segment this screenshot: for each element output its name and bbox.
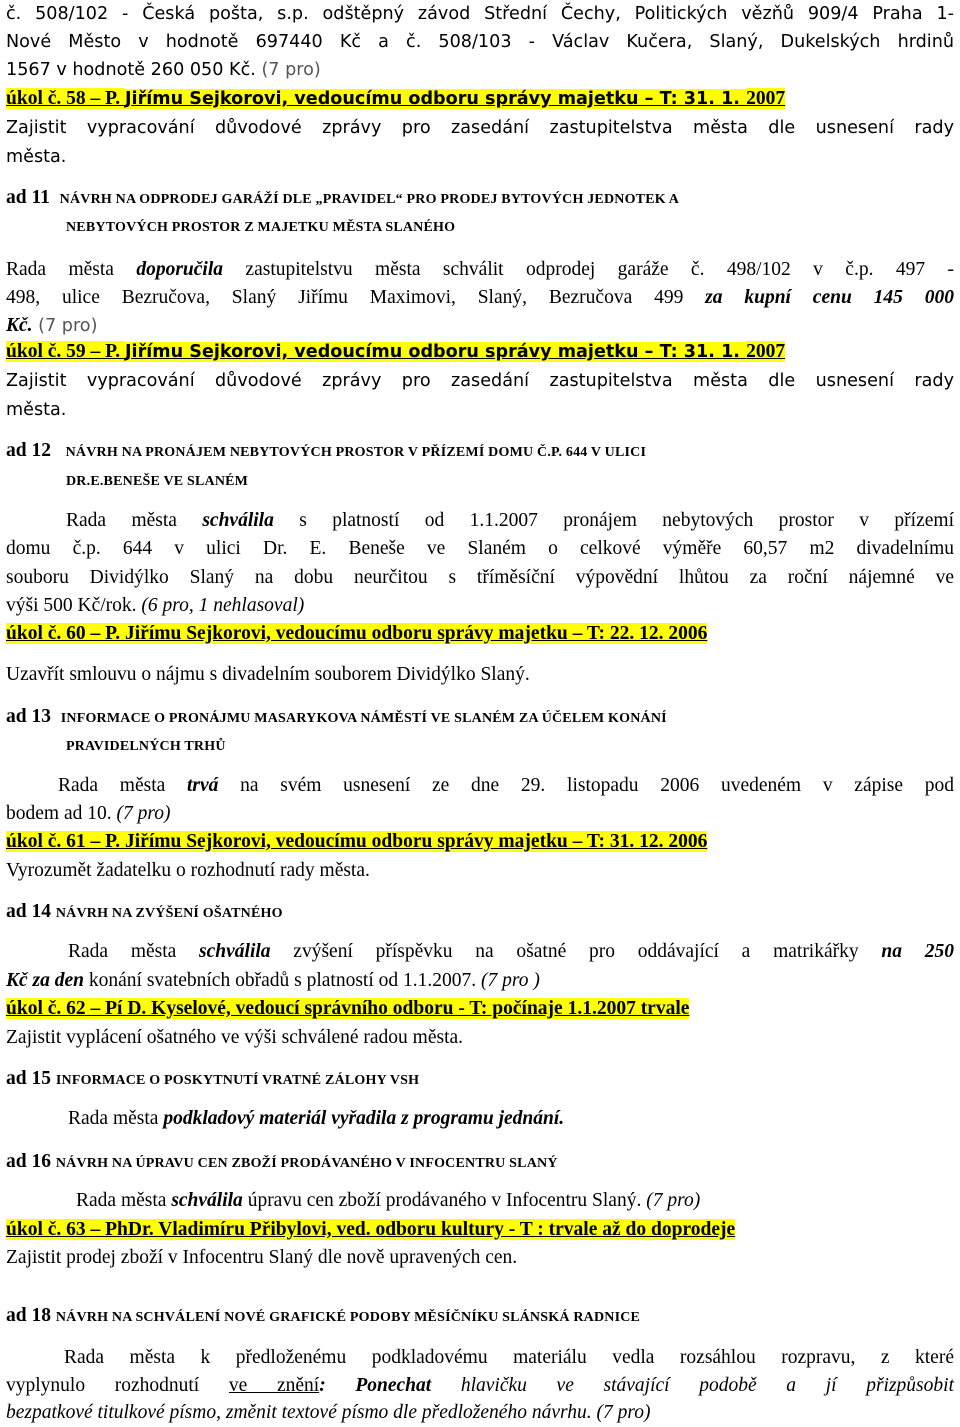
text: 498, ulice Bezručova, Slaný Jiřímu Maximovi, Slaný, Bezručova 499: [6, 287, 706, 308]
section-number: ad 18: [6, 1305, 51, 1326]
section-title: NÁVRH NA PRONÁJEM NEBYTOVÝCH PROSTOR V PŘÍZEMÍ DOMU Č.P. 644 V ULICI: [65, 445, 647, 460]
task-61: [6, 829, 954, 855]
text: města.: [6, 147, 67, 167]
section-number: ad 16: [6, 1151, 51, 1172]
text: ve znění: [228, 1375, 320, 1396]
section-title: NÁVRH NA ZVÝŠENÍ OŠATNÉHO: [55, 906, 283, 921]
text: Rada města: [58, 775, 187, 796]
vote-count: (7 pro): [641, 1190, 701, 1211]
task-60: [6, 621, 954, 647]
section-title: NÁVRH NA ODPRODEJ GARÁŽÍ DLE „PRAVIDEL“ PRO PRODEJ BYTOVÝCH JEDNOTEK A: [59, 192, 680, 207]
amount-unit: Kč za den: [6, 970, 84, 991]
text: Vyrozumět žadatelku o rozhodnutí rady města.: [6, 860, 370, 881]
text: 1567 v hodnotě 260 050 Kč.: [6, 60, 256, 80]
text: vyplynulo rozhodnutí: [6, 1375, 229, 1396]
task-59-desc: [6, 368, 954, 394]
text: města.: [6, 400, 67, 420]
price: za kupní cenu 145 000: [705, 287, 954, 308]
ad12-heading: [6, 438, 954, 466]
text: č. 508/102 - Česká pošta, s.p. odštěpný závod Střední Čechy, Politických vězňů 909/4 Praha 1-: [6, 4, 954, 24]
resolution-verb: schválila: [171, 1190, 243, 1211]
resolution-verb: schválila: [202, 510, 274, 531]
resolution-verb: trvá: [187, 775, 219, 796]
section-title: INFORMACE O POSKYTNUTÍ VRATNÉ ZÁLOHY VSH: [55, 1073, 420, 1088]
ad15-heading: [6, 1066, 954, 1094]
text: Uzavřít smlouvu o nájmu s divadelním souborem Dividýlko Slaný.: [6, 664, 530, 685]
ad14-para-1: [68, 939, 954, 965]
section-number: ad 14: [6, 901, 51, 922]
task-60-label: úkol č. 60 – P. Jiřímu Sejkorovi, vedoucímu odboru správy majetku – T: 22. 12. 2006: [6, 623, 708, 644]
text: na svém usnesení ze dne 29. listopadu 2006 uvedeném v zápise pod: [218, 775, 954, 796]
text: Rada města: [68, 1108, 164, 1129]
vote-count: (6 pro, 1 nehlasoval): [136, 595, 305, 616]
task-58-assignee: Jiřímu Sejkorovi, vedoucímu odboru správy majetku – T: 31. 1.: [125, 89, 747, 109]
text: :: [319, 1375, 356, 1396]
section-number: ad 15: [6, 1068, 51, 1089]
task-59-assignee: Jiřímu Sejkorovi, vedoucímu odboru správy majetku – T: 31. 1.: [125, 342, 747, 362]
intro-line-3: [6, 57, 954, 83]
text: Rada města: [76, 1190, 172, 1211]
section-title: PRAVIDELNÝCH TRHŮ: [66, 739, 226, 754]
ad14-para-2: [6, 968, 954, 994]
vote-count: (7 pro): [261, 60, 321, 80]
task-59-prefix: úkol č. 59 – P.: [6, 341, 126, 362]
price-unit: Kč.: [6, 315, 33, 336]
text: bodem ad 10.: [6, 803, 112, 824]
task-58-desc: [6, 115, 954, 141]
resolution-verb: schválila: [199, 941, 271, 962]
text: Zajistit vyplácení ošatného ve výši schválené radou města.: [6, 1027, 464, 1048]
ad18-para-2: [6, 1373, 954, 1399]
ad16-para-1: [76, 1188, 954, 1214]
section-title: INFORMACE O PRONÁJMU MASARYKOVA NÁMĚSTÍ VE SLANÉM ZA ÚČELEM KONÁNÍ: [60, 711, 667, 726]
ad12-para-2: [6, 536, 954, 562]
vote-count: (7 pro): [32, 316, 98, 336]
ad18-heading: [6, 1303, 954, 1331]
task-58-desc-2: [6, 144, 954, 170]
ad18-para-1: [64, 1345, 954, 1371]
text: Zajistit vypracování důvodové zprávy pro zasedání zastupitelstva města dle usnesení rady: [6, 371, 954, 391]
text: Rada města: [68, 941, 200, 962]
task-63: [6, 1217, 954, 1243]
text: Zajistit vypracování důvodové zprávy pro zasedání zastupitelstva města dle usnesení rady: [6, 118, 954, 138]
ad11-heading: [6, 185, 954, 213]
section-title: NEBYTOVÝCH PROSTOR Z MAJETKU MĚSTA SLANÉHO: [66, 220, 456, 235]
text: Rada města: [6, 259, 137, 280]
task-59-desc-2: [6, 397, 954, 423]
text: Rada města: [66, 510, 203, 531]
ad12-para-4: [6, 593, 954, 619]
task-59: [6, 339, 954, 365]
section-title: NÁVRH NA SCHVÁLENÍ NOVÉ GRAFICKÉ PODOBY MĚSÍČNÍKU SLÁNSKÁ RADNICE: [55, 1310, 641, 1325]
intro-line-1: [6, 1, 954, 27]
ad11-para-3: [6, 313, 954, 339]
task-59-year: 2007: [746, 341, 786, 362]
section-title: NÁVRH NA ÚPRAVU CEN ZBOŽÍ PRODÁVANÉHO V INFOCENTRU SLANÝ: [55, 1156, 558, 1171]
text: s platností od 1.1.2007 pronájem nebytových prostor v přízemí: [273, 510, 954, 531]
text: úpravu cen zboží prodávaného v Infocentru Slaný.: [242, 1190, 642, 1211]
text: zastupitelstvu města schválit odprodej garáže č. 498/102 v č.p. 497 -: [223, 259, 954, 280]
task-58-year: 2007: [746, 88, 786, 109]
ad13-para-1: [58, 773, 954, 799]
resolution-verb: doporučila: [136, 259, 224, 280]
task-58-prefix: úkol č. 58 – P.: [6, 88, 126, 109]
task-62-label: úkol č. 62 – Pí D. Kyselové, vedoucí správního odboru - T: počínaje 1.1.2007 trvale: [6, 998, 690, 1019]
ad13-para-2: [6, 801, 954, 827]
ad12-para-3: [6, 565, 954, 591]
amount: na 250: [881, 941, 954, 962]
ad18-para-3: [6, 1400, 954, 1426]
text: Nové Město v hodnotě 697440 Kč a č. 508/103 - Václav Kučera, Slaný, Dukelských hrdinů: [6, 32, 954, 52]
ad12-para-1: [66, 508, 954, 534]
section-number: ad 12: [6, 440, 51, 461]
section-number: ad 13: [6, 706, 51, 727]
vote-count: (7 pro): [111, 803, 171, 824]
text: hlavičku ve stávající podobě a jí přizpůsobit: [431, 1375, 954, 1396]
intro-line-2: [6, 29, 954, 55]
ad12-heading-2: [66, 467, 954, 495]
ad15-para-1: [68, 1106, 954, 1132]
task-63-label: úkol č. 63 – PhDr. Vladimíru Přibylovi, ved. odboru kultury - T : trvale až do doprodeje: [6, 1219, 736, 1240]
task-61-label: úkol č. 61 – P. Jiřímu Sejkorovi, vedoucímu odboru správy majetku – T: 31. 12. 2006: [6, 831, 708, 852]
task-62: [6, 996, 954, 1022]
ad14-heading: [6, 899, 954, 927]
ad13-heading-2: [66, 732, 954, 760]
text: Rada města k předloženému podkladovému materiálu vedla rozsáhlou rozpravu, z které: [64, 1347, 954, 1368]
resolution-verb: Ponechat: [355, 1375, 432, 1396]
text: výši 500 Kč/rok.: [6, 595, 137, 616]
text: souboru Dividýlko Slaný na dobu neurčitou s tříměsíční výpovědní lhůtou za roční nájemné ve: [6, 567, 954, 588]
resolution-text: podkladový materiál vyřadila z programu jednání.: [163, 1108, 565, 1129]
text: domu č.p. 644 v ulici Dr. E. Beneše ve Slaném o celkové výměře 60,57 m2 divadelnímu: [6, 538, 954, 559]
ad11-para-1: [6, 257, 954, 283]
ad11-heading-2: [66, 213, 954, 241]
task-60-desc: [6, 662, 954, 688]
task-61-desc: [6, 858, 954, 884]
text: zvýšení příspěvku na ošatné pro oddávající a matrikářky: [270, 941, 882, 962]
ad13-heading: [6, 704, 954, 732]
ad16-heading: [6, 1149, 954, 1177]
vote-count: (7 pro ): [476, 970, 540, 991]
text: Zajistit prodej zboží v Infocentru Slaný dle nově upravených cen.: [6, 1247, 518, 1268]
task-62-desc: [6, 1025, 954, 1051]
task-63-desc: [6, 1245, 954, 1271]
text: konání svatebních obřadů s platností od 1.1.2007.: [84, 970, 477, 991]
section-title: DR.E.BENEŠE VE SLANÉM: [66, 474, 249, 489]
section-number: ad 11: [6, 187, 50, 208]
text: bezpatkové titulkové písmo, změnit textové písmo dle předloženého návrhu. (7 pro): [6, 1402, 651, 1423]
ad11-para-2: [6, 285, 954, 311]
task-58: [6, 86, 954, 112]
